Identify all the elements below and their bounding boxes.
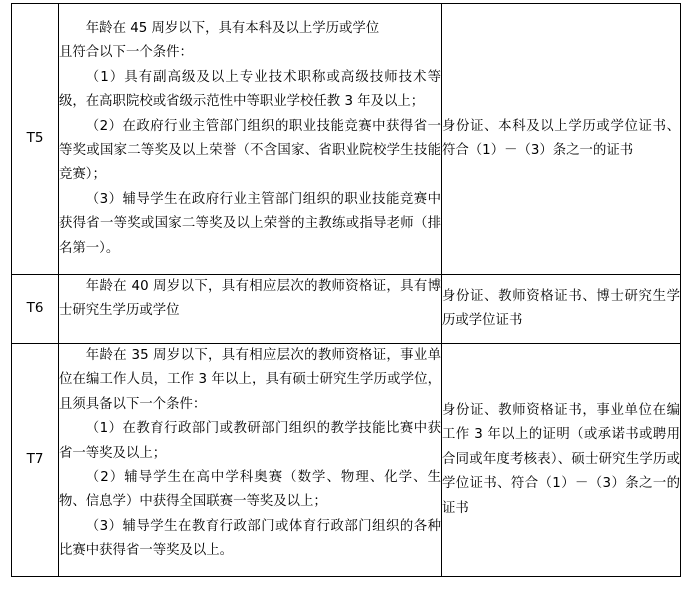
requirements-table bbox=[11, 3, 681, 577]
row-code-cell bbox=[12, 344, 59, 577]
condition-line: （3）辅导学生在教育行政部门或体育行政部门组织的各种比赛中获得省一等奖及以上。 bbox=[59, 518, 441, 559]
condition-line: 年龄在 40 周岁以下，具有相应层次的教师资格证，具有博士研究生学历或学位 bbox=[59, 279, 441, 319]
documents-text: 身份证、教师资格证书，事业单位在编工作 3 年以上的证明（或承诺书或聘用合同或年度考核表）、硕士研究生学历或学位证书、符合（1）－（3）条之一的证书 bbox=[442, 403, 680, 516]
condition-line: 且符合以下一个条件： bbox=[59, 45, 193, 61]
row-code: T5 bbox=[26, 130, 44, 147]
condition-line: 年龄在 45 周岁以下，具有本科及以上学历或学位 bbox=[85, 21, 380, 37]
row-conditions-cell bbox=[59, 344, 442, 577]
condition-line: （2）在政府行业主管部门组织的职业技能竞赛中获得省一等奖或国家二等奖及以上荣誉（不含国家、省职业院校学生技能竞赛）； bbox=[59, 118, 441, 183]
condition-line: （2）辅导学生在高中学科奥赛（数学、物理、化学、生物、信息学）中获得全国联赛一等奖及以上； bbox=[59, 469, 441, 510]
row-documents-cell bbox=[442, 344, 681, 577]
row-code: T6 bbox=[26, 300, 44, 317]
row-code-cell bbox=[12, 4, 59, 275]
documents-text: 身份证、教师资格证书、博士研究生学历或学位证书 bbox=[442, 288, 680, 328]
row-code: T7 bbox=[26, 451, 44, 468]
condition-line: （1）具有副高级及以上专业技术职称或高级技师技术等级，在高职院校或省级示范性中等职业学校任教 3 年及以上； bbox=[59, 69, 441, 110]
row-documents-cell bbox=[442, 4, 681, 275]
table-row bbox=[12, 275, 681, 344]
documents-text: 身份证、本科及以上学历或学位证书、符合（1）－（3）条之一的证书 bbox=[442, 118, 680, 158]
table-row bbox=[12, 344, 681, 577]
table-row bbox=[12, 4, 681, 275]
condition-line: （3）辅导学生在政府行业主管部门组织的职业技能竞赛中获得省一等奖或国家二等奖及以上荣誉的主教练或指导老师（排名第一）。 bbox=[59, 191, 441, 256]
row-code-cell bbox=[12, 275, 59, 344]
condition-line: （1）在教育行政部门或教研部门组织的教学技能比赛中获省一等奖及以上； bbox=[59, 421, 441, 461]
condition-line: 年龄在 35 周岁以下，具有相应层次的教师资格证，事业单位在编工作人员，工作 3 年以上，具有硕士研究生学历或学位，且须具备以下一个条件： bbox=[59, 348, 441, 412]
row-conditions-cell bbox=[59, 4, 442, 275]
row-conditions-cell bbox=[59, 275, 442, 344]
row-documents-cell bbox=[442, 275, 681, 344]
